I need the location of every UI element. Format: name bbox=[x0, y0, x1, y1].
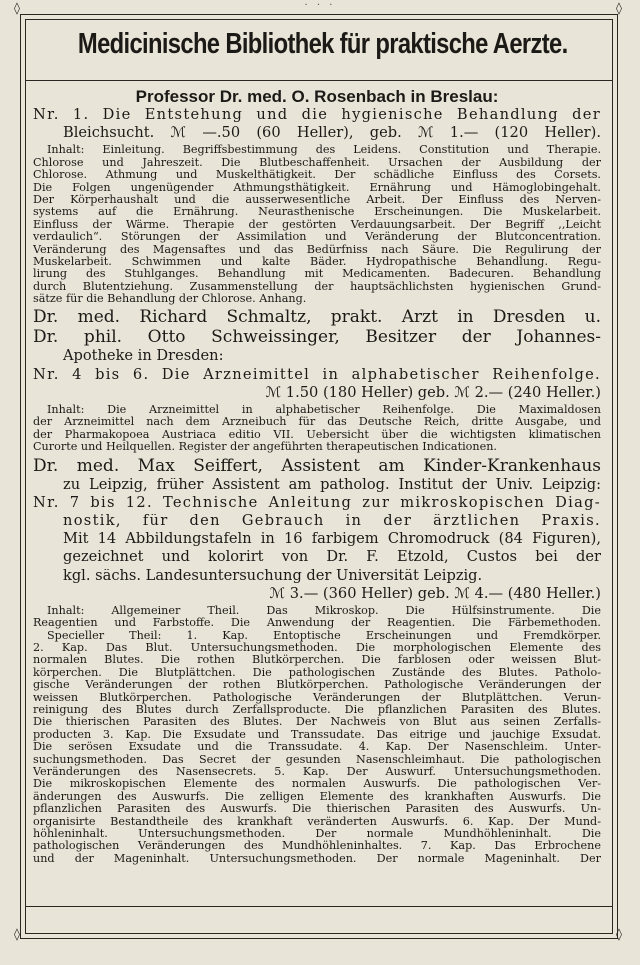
contents-line: 2. Kap. Das Blut. Untersuchungsmethoden. Die morphologischen Elemente des bbox=[33, 642, 601, 655]
author-line: Apotheke in Dresden: bbox=[63, 349, 224, 365]
contents-line: verdaulich“. Störungen der Assimilation und Veränderung der Blutconcentration. bbox=[33, 231, 601, 244]
series-title: Medicinische Bibliothek für praktische Aerzte. bbox=[77, 28, 568, 60]
author-line: zu Leipzig, früher Assistent am patholog. Institut der Univ. Leipzig: bbox=[63, 477, 601, 493]
author-line: Dr. med. Max Seiffert, Assistent am Kinder-Krankenhaus bbox=[33, 457, 601, 476]
contents-line: Der Körperhaushalt und die ausserwesentliche Arbeit. Der Einfluss des Nerven- bbox=[33, 193, 601, 206]
contents-line: höhleninhalt. Untersuchungsmethoden. Der normale Mundhöhleninhalt. Die bbox=[33, 827, 601, 840]
contents-line: weissen Blutkörperchen. Pathologische Veränderungen der Blutplättchen. Verun- bbox=[33, 691, 601, 704]
contents-line: Veränderungen des Nasensecrets. 5. Kap. Der Auswurf. Untersuchungsmethoden. bbox=[33, 765, 601, 778]
page-content bbox=[33, 85, 601, 865]
contents-line: Inhalt: Allgemeiner Theil. Das Mikroskop. Die Hülfsinstrumente. Die bbox=[47, 604, 601, 617]
contents-line: durch Blutentziehung. Zusammenstellung der hauptsächlichsten hygienischen Grund- bbox=[33, 280, 601, 293]
bottom-divider bbox=[25, 906, 613, 907]
contents-line: Muskelarbeit. Schwimmen und kalte Bäder. Hydropathische Behandlung. Regu- bbox=[33, 255, 601, 268]
contents-line: reinigung des Blutes durch Zerfallsproducte. Die pflanzlichen Parasiten des Blutes. bbox=[33, 704, 601, 717]
contents-line: pathologischen Veränderungen des Mundhöhleninhaltes. 7. Kap. Das Erbrochene bbox=[33, 840, 601, 853]
contents-line: gische Veränderungen der rothen Blutkörperchen. Pathologische Veränderungen der bbox=[33, 679, 601, 692]
entry-title-line: Nr. 4 bis 6. Die Arzneimittel in alphabetischer Reihenfolge. bbox=[33, 367, 601, 383]
entry-detail-line: gezeichnet und kolorirt von Dr. F. Etzold, Custos bei der bbox=[63, 550, 601, 566]
contents-line: der Pharmakopoea Austriaca editio VII. Uebersicht über die wichtigsten klimatischen bbox=[33, 428, 601, 441]
corner-ornament-icon: ◊ bbox=[14, 927, 20, 941]
entry-title-line: Nr. 1. Die Entstehung und die hygienische Behandlung der bbox=[33, 108, 601, 123]
contents-line: producten 3. Kap. Die Exsudate und Transsudate. Das eitrige und jauchige Exsudat. bbox=[33, 728, 601, 741]
contents-line: suchungsmethoden. Das Secret der gesunden Nasenschleimhaut. Die pathologischen bbox=[33, 753, 601, 766]
contents-line: Einfluss der Wärme. Therapie der gestörten Verdauungsarbeit. Der Begriff ,,Leicht bbox=[33, 218, 601, 231]
author-line: Dr. med. Richard Schmaltz, prakt. Arzt in Dresden u. bbox=[33, 309, 601, 328]
contents-line: Inhalt: Die Arzneimittel in alphabetischer Reihenfolge. Die Maximaldosen bbox=[47, 404, 601, 417]
contents-line: Chlorose und Jahreszeit. Die Blutbeschaffenheit. Ursachen der Ausbildung der bbox=[33, 156, 601, 169]
contents-line: und der Mageninhalt. Untersuchungsmethoden. Der normale Mageninhalt. Der bbox=[33, 852, 601, 865]
author-text: Professor Dr. med. O. Rosenbach in Breslau: bbox=[135, 88, 499, 106]
contents-line: Die mikroskopischen Elemente des normalen Auswurfs. Die pathologischen Ver- bbox=[33, 778, 601, 791]
contents-line: Die serösen Exsudate und die Transsudate. 4. Kap. Der Nasenschleim. Unter- bbox=[33, 741, 601, 754]
entry-title-line: nostik, für den Gebrauch in der ärztlichen Praxis. bbox=[63, 513, 601, 529]
entry-rosenbach bbox=[33, 88, 601, 305]
top-edge-mark: · · · bbox=[304, 0, 336, 11]
contents-line: Chlorose. Athmung und Muskelthätigkeit. Der schädliche Einfluss des Corsets. bbox=[33, 169, 601, 182]
contents-line: sätze für die Behandlung der Chlorose. Anhang. bbox=[33, 293, 307, 306]
entry-detail-line: kgl. sächs. Landesuntersuchung der Universität Leipzig. bbox=[63, 568, 483, 584]
contents-line: änderungen des Auswurfs. Die zelligen Elemente des krankhaften Auswurfs. Die bbox=[33, 790, 601, 803]
price-line: ℳ 3.— (360 Heller) geb. ℳ 4.— (480 Heller.) bbox=[269, 586, 601, 602]
contents-line: Inhalt: Einleitung. Begriffsbestimmung des Leidens. Constitution und Therapie. bbox=[47, 144, 601, 157]
author-line bbox=[33, 88, 601, 108]
entry-detail-line: Mit 14 Abbildungstafeln in 16 farbigem Chromodruck (84 Figuren), bbox=[63, 532, 601, 548]
corner-ornament-icon: ◊ bbox=[14, 1, 20, 15]
contents-line: normalen Blutes. Die rothen Blutkörperchen. Die farblosen oder weissen Blut- bbox=[33, 654, 601, 667]
author-line: Dr. phil. Otto Schweissinger, Besitzer der Johannes- bbox=[33, 329, 601, 348]
contents-line: pflanzlichen Parasiten des Auswurfs. Die thierischen Parasiten des Auswurfs. Un- bbox=[33, 803, 601, 816]
entry-title-line: Bleichsucht. ℳ —.50 (60 Heller), geb. ℳ 1.— (120 Heller). bbox=[63, 126, 601, 142]
corner-ornament-icon: ◊ bbox=[616, 927, 622, 941]
contents-line: körperchen. Die Blutplättchen. Die pathologischen Zustände des Blutes. Patholo- bbox=[33, 666, 601, 679]
contents-line: Veränderung des Magensaftes und das Bedürfniss nach Säure. Die Regulirung der bbox=[33, 243, 601, 256]
contents-line: Specieller Theil: 1. Kap. Entoptische Erscheinungen und Fremdkörper. bbox=[47, 629, 601, 642]
contents-line: organisirte Bestandtheile des krankhaft veränderten Auswurfs. 6. Kap. Der Mund- bbox=[33, 815, 601, 828]
contents-line: systems auf die Ernährung. Neurasthenische Erscheinungen. Die Muskelarbeit. bbox=[33, 206, 601, 219]
entry-schmaltz-schweissinger bbox=[33, 309, 601, 453]
entry-seiffert bbox=[33, 458, 601, 866]
price-line: ℳ 1.50 (180 Heller) geb. ℳ 2.— (240 Heller.) bbox=[265, 385, 601, 401]
entry-title-line: Nr. 7 bis 12. Technische Anleitung zur mikroskopischen Diag- bbox=[33, 495, 601, 511]
contents-line: Reagentien und Farbstoffe. Die Anwendung der Reagentien. Die Färbemethoden. bbox=[33, 617, 601, 630]
contents-line: Die Folgen ungenügender Athmungsthätigkeit. Ernährung und Hämoglobingehalt. bbox=[33, 181, 601, 194]
contents-line: Die thierischen Parasiten des Blutes. Der Nachweis von Blut aus seinen Zerfalls- bbox=[33, 716, 601, 729]
contents-line: lirung des Stuhlganges. Behandlung mit Medicamenten. Badecuren. Behandlung bbox=[33, 268, 601, 281]
corner-ornament-icon: ◊ bbox=[616, 1, 622, 15]
title-divider bbox=[25, 80, 613, 81]
contents-line: der Arzneimittel nach dem Arzneibuch für das Deutsche Reich, dritte Ausgabe, und bbox=[33, 416, 601, 429]
contents-line: Curorte und Heilquellen. Register der angeführten therapeutischen Indicationen. bbox=[33, 441, 497, 454]
